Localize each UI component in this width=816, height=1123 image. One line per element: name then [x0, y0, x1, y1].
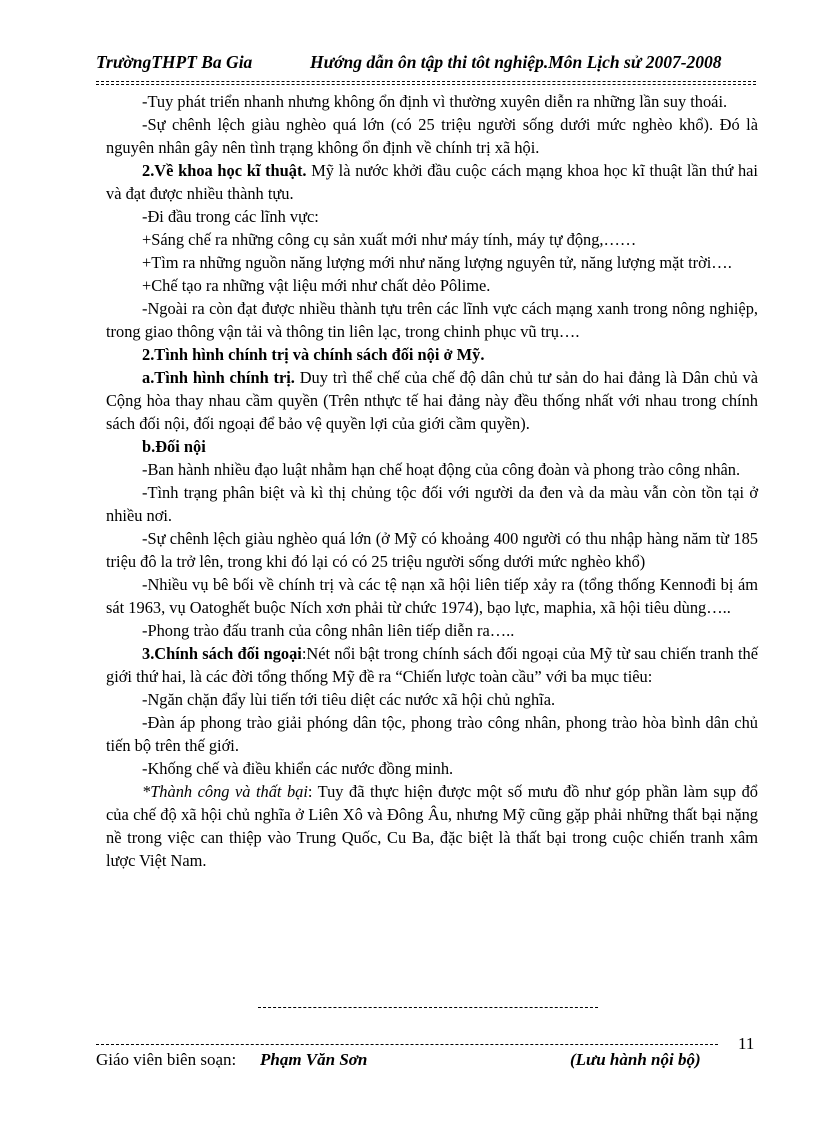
heading-text: a.Tình hình chính trị. [142, 368, 295, 387]
paragraph: +Chế tạo ra những vật liệu mới như chất dẻo Pôlime. [142, 276, 491, 295]
author-name: Phạm Văn Sơn [260, 1050, 368, 1069]
paragraph-text: : Tuy đã thực hiện được một số mưu đồ như góp phần làm sụp đổ của chế độ xã hội chủ nghĩa ở Liên Xô và Đông Âu, nhưng Mỹ cũng gặp phải những thất bại nặng nề trong việc can thiệp vào Trung Quốc, Cu Ba, đặc biệt là thất bại trong cuộc chiến tranh xâm lược Việt Nam. [106, 782, 758, 870]
paragraph: -Ngoài ra còn đạt được nhiều thành tựu trên các lĩnh vực cách mạng xanh trong nông nghiệp, trong giao thông vận tải và thông tin liên lạc, trong chinh phục vũ trụ…. [106, 299, 758, 341]
paragraph-text: Duy trì thể chế của chế độ dân chủ tư sản do hai đảng là Dân chủ và Cộng hòa thay nhau cầm quyền (Trên nthực tế hai đảng này đều thống nhất với nhau trong chính sách đối nội, đối ngoại để bảo vệ quyền lợi của giới cầm quyền). [106, 368, 758, 433]
page-header [96, 52, 756, 76]
header-divider [96, 81, 756, 82]
section-heading-science [106, 159, 758, 205]
document-title: Hướng dẫn ôn tập thi tôt nghiệp.Môn Lịch sử 2007-2008 [310, 52, 722, 72]
italic-label: *Thành công và thất bại [142, 782, 308, 801]
paragraph: -Ngăn chặn đẩy lùi tiến tới tiêu diệt các nước xã hội chủ nghĩa. [142, 690, 556, 709]
header-divider-2 [96, 84, 756, 85]
paragraph: -Phong trào đấu tranh của công nhân liên tiếp diễn ra….. [142, 621, 515, 640]
paragraph: -Đàn áp phong trào giải phóng dân tộc, phong trào công nhân, phong trào hòa bình dân chủ tiến bộ trên thế giới. [106, 713, 758, 755]
paragraph: -Đi đầu trong các lĩnh vực: [142, 207, 319, 226]
paragraph: -Tình trạng phân biệt và kì thị chủng tộc đối với người da đen và da màu vẫn còn tồn tại ở nhiều nơi. [106, 483, 758, 525]
heading-text: b.Đối nội [142, 437, 206, 456]
subsection-heading-domestic [106, 435, 758, 458]
footer-divider [96, 1044, 718, 1045]
author-label: Giáo viên biên soạn: [96, 1050, 237, 1069]
page-footer [96, 1050, 736, 1074]
paragraph: -Ban hành nhiều đạo luật nhằm hạn chế hoạt động của công đoàn và phong trào công nhân. [142, 460, 741, 479]
paragraph: -Sự chênh lệch giàu nghèo quá lớn (có 25 triệu người sống dưới mức nghèo khổ). Đó là nguyên nhân gây nên tình trạng không ổn định về chính trị xã hội. [106, 115, 758, 157]
circulation-note: (Lưu hành nội bộ) [570, 1050, 701, 1069]
paragraph: -Khống chế và điều khiển các nước đồng minh. [142, 759, 454, 778]
paragraph: +Tìm ra những nguồn năng lượng mới như năng lượng nguyên tử, năng lượng mặt trời…. [142, 253, 732, 272]
school-name: TrườngTHPT Ba Gia [96, 52, 253, 72]
heading-text: 2.Tình hình chính trị và chính sách đối nội ở Mỹ. [142, 345, 485, 364]
heading-text: 2.Về khoa học kĩ thuật. [142, 161, 307, 180]
page-number: 11 [738, 1034, 755, 1053]
heading-text: 3.Chính sách đối ngoại [142, 644, 302, 663]
paragraph: -Tuy phát triển nhanh nhưng không ổn định vì thường xuyên diễn ra những lần suy thoái. [142, 92, 728, 111]
subsection-political-situation [106, 366, 758, 435]
paragraph: -Nhiều vụ bê bối về chính trị và các tệ nạn xã hội liên tiếp xảy ra (tổng thống Kennođi bị ám sát 1963, vụ Oatoghết buộc Ních xơn phải từ chức 1974), bạo lực, maphia, xã hội tiêu dùng….. [106, 575, 758, 617]
paragraph-text: Mỹ là nước khởi đầu cuộc cách mạng khoa học kĩ thuật lần thứ hai và đạt được nhiều thành tựu. [106, 161, 758, 203]
paragraph-success-failure [106, 780, 758, 872]
paragraph: +Sáng chế ra những công cụ sản xuất mới như máy tính, máy tự động,…… [142, 230, 637, 249]
paragraph: -Sự chênh lệch giàu nghèo quá lớn (ở Mỹ có khoảng 400 người có thu nhập hàng năm từ 185 triệu đô la trở lên, trong khi đó lại có có 25 triệu người sống dưới mức nghèo khổ) [106, 529, 758, 571]
section-heading-politics [106, 343, 758, 366]
section-separator [258, 1007, 598, 1008]
paragraph-text: :Nét nổi bật trong chính sách đối ngoại của Mỹ từ sau chiến tranh thế giới thứ hai, là các đời tổng thống Mỹ đề ra “Chiến lược toàn cầu” với ba mục tiêu: [106, 644, 758, 686]
section-foreign-policy [106, 642, 758, 688]
document-body [106, 90, 758, 872]
